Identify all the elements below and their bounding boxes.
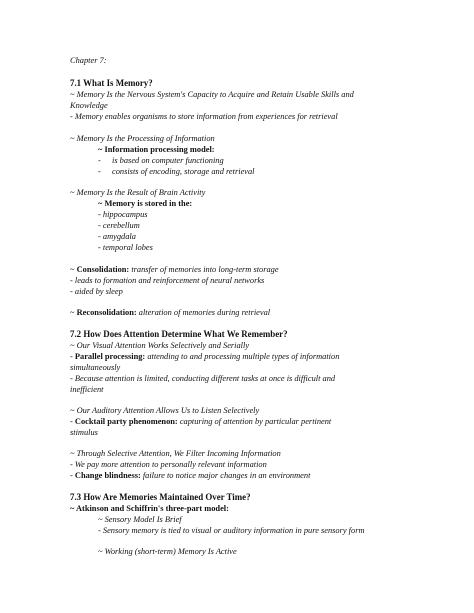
term: Consolidation: — [76, 265, 130, 274]
model-heading: ~ Atkinson and Schiffrin's three-part model: — [70, 504, 229, 513]
text-line: inefficient — [70, 385, 104, 394]
definition-line: - Cocktail party phenomenon: capturing of attention by particular pertinent — [70, 417, 332, 426]
chapter-label: Chapter 7: — [70, 56, 107, 65]
text-line: ~ Our Visual Attention Works Selectively and Serially — [70, 341, 250, 350]
definition: failure to notice major changes in an environment — [140, 471, 311, 480]
list-item: is based on computer functioning — [112, 156, 224, 165]
definition: capturing of attention by particular pertinent — [177, 417, 332, 426]
text-line: ~ Memory Is the Nervous System's Capacity to Acquire and Retain Usable Skills and — [70, 90, 354, 99]
list-item: - hippocampus — [98, 210, 148, 219]
text-line: - We pay more attention to personally relevant information — [70, 460, 267, 469]
text-line: - leads to formation and reinforcement of neural networks — [70, 276, 265, 285]
bullet-dash: - — [98, 167, 101, 176]
list-item: - temporal lobes — [98, 243, 153, 252]
list-item: - cerebellum — [98, 221, 140, 230]
text-line: ~ Memory Is the Result of Brain Activity — [70, 188, 206, 197]
text-line: - aided by sleep — [70, 287, 123, 296]
text-line: ~ Our Auditory Attention Allows Us to Listen Selectively — [70, 406, 260, 415]
list-item: consists of encoding, storage and retrieval — [112, 167, 255, 176]
definition-line: ~ Reconsolidation: alteration of memories during retrieval — [70, 308, 271, 317]
definition-line: - Change blindness: failure to notice major changes in an environment — [70, 471, 311, 480]
text-line: - Memory enables organisms to store information from experiences for retrieval — [70, 112, 338, 121]
text-line: Knowledge — [70, 101, 108, 110]
term: Change blindness: — [74, 471, 141, 480]
definition: alteration of memories during retrieval — [136, 308, 271, 317]
stored-heading: ~ Memory is stored in the: — [98, 199, 193, 208]
text-line: ~ Sensory Model Is Brief — [98, 515, 182, 524]
term: Reconsolidation: — [76, 308, 137, 317]
list-item: - amygdala — [98, 232, 136, 241]
text-line: - Sensory memory is tied to visual or auditory information in pure sensory form — [98, 526, 365, 535]
definition: transfer of memories into long-term storage — [129, 265, 279, 274]
text-line: simultaneously — [70, 363, 121, 372]
term: Cocktail party phenomenon: — [74, 417, 178, 426]
model-heading: ~ Information processing model: — [98, 145, 215, 154]
bullet-dash: - — [98, 156, 101, 165]
text-line: stimulus — [70, 428, 98, 437]
term: Parallel processing: — [74, 352, 146, 361]
definition: attending to and processing multiple types of information — [145, 352, 340, 361]
definition-line: - Parallel processing: attending to and processing multiple types of information — [70, 352, 340, 361]
text-line: ~ Memory Is the Processing of Information — [70, 134, 215, 143]
text-line: ~ Through Selective Attention, We Filter Incoming Information — [70, 449, 281, 458]
section-heading-7-3: 7.3 How Are Memories Maintained Over Time? — [70, 492, 251, 502]
section-heading-7-1: 7.1 What Is Memory? — [70, 78, 153, 88]
section-heading-7-2: 7.2 How Does Attention Determine What We Remember? — [70, 329, 288, 339]
definition-line: ~ Consolidation: transfer of memories into long-term storage — [70, 265, 279, 274]
text-line: ~ Working (short-term) Memory Is Active — [98, 547, 237, 556]
text-line: - Because attention is limited, conducting different tasks at once is difficult and — [70, 374, 336, 383]
